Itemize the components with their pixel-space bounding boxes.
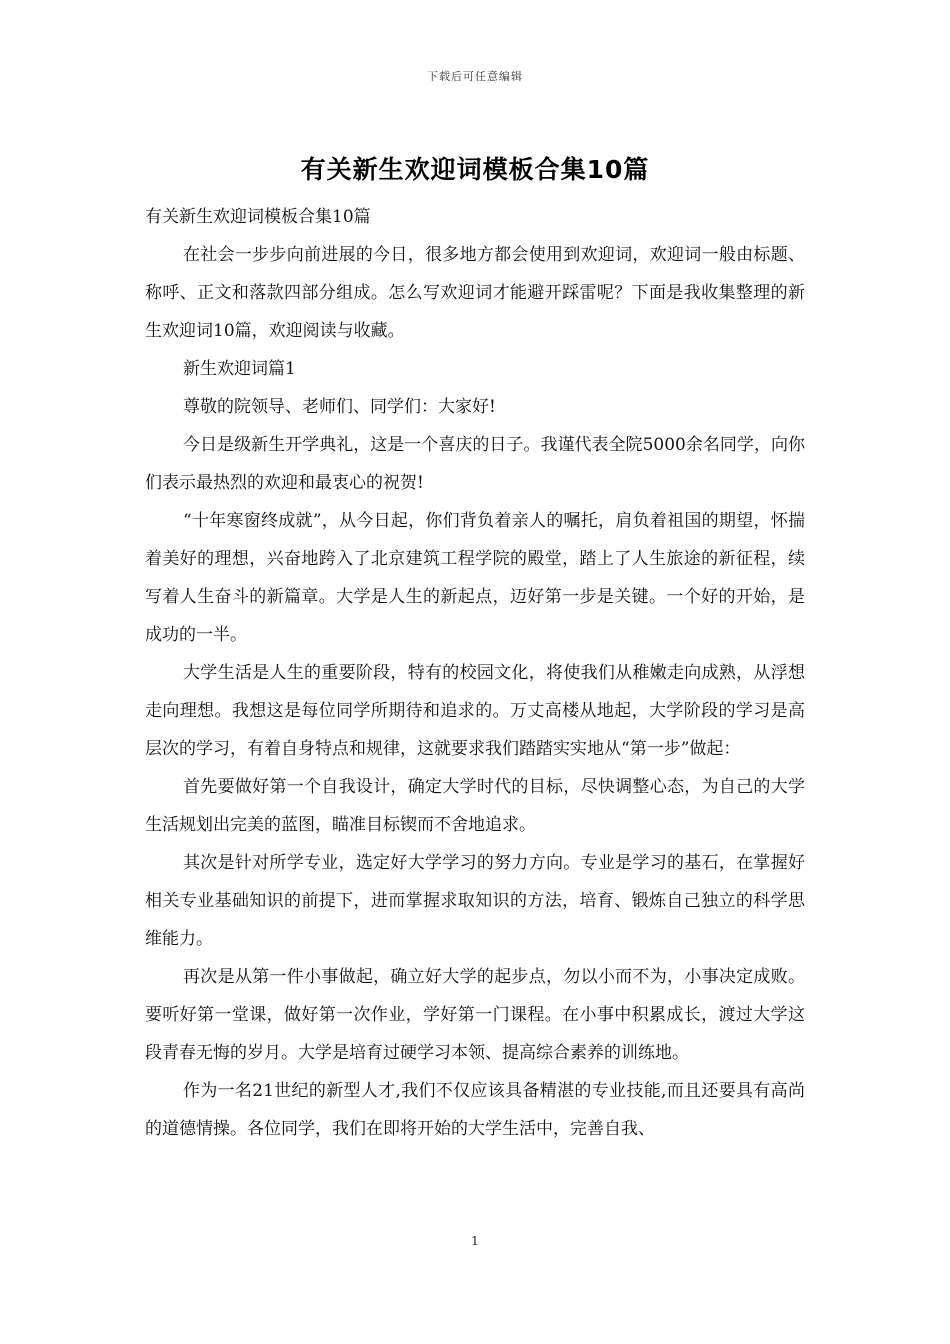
paragraph: 其次是针对所学专业，选定好大学学习的努力方向。专业是学习的基石，在掌握好相关专业基础知识的前提下，进而掌握求取知识的方法，培育、锻炼自己独立的科学思维能力。 [145, 853, 805, 949]
page-number: 1 [471, 1234, 479, 1248]
paragraph: 首先要做好第一个自我设计，确定大学时代的目标，尽快调整心态，为自己的大学生活规划出完美的蓝图，瞄准目标锲而不舍地追求。 [145, 777, 805, 835]
document-title: 有关新生欢迎词模板合集10篇 [300, 155, 650, 184]
document-body [145, 198, 805, 1148]
section-heading: 新生欢迎词篇1 [183, 359, 296, 379]
paragraph: 今日是级新生开学典礼，这是一个喜庆的日子。我谨代表全院5000余名同学，向你们表示最热烈的欢迎和最衷心的祝贺! [145, 435, 805, 493]
paragraph: 再次是从第一件小事做起，确立好大学的起步点，勿以小而不为，小事决定成败。要听好第一堂课，做好第一次作业，学好第一门课程。在小事中积累成长，渡过大学这段青春无悔的岁月。大学是培育过硬学习本领、提高综合素养的训练地。 [145, 967, 805, 1063]
paragraph: 作为一名21世纪的新型人才,我们不仅应该具备精湛的专业技能,而且还要具有高尚的道德情操。各位同学，我们在即将开始的大学生活中，完善自我、 [145, 1081, 805, 1139]
salutation: 尊敬的院领导、老师们、同学们：大家好! [183, 397, 496, 417]
subtitle-line: 有关新生欢迎词模板合集10篇 [145, 207, 371, 227]
header-note: 下载后可任意编辑 [427, 70, 523, 83]
paragraph: “十年寒窗终成就”，从今日起，你们背负着亲人的嘱托，肩负着祖国的期望，怀揣着美好的理想，兴奋地跨入了北京建筑工程学院的殿堂，踏上了人生旅途的新征程，续写着人生奋斗的新篇章。大学是人生的新起点，迈好第一步是关键。一个好的开始，是成功的一半。 [145, 511, 805, 645]
paragraph: 大学生活是人生的重要阶段，特有的校园文化，将使我们从稚嫩走向成熟，从浮想走向理想。我想这是每位同学所期待和追求的。万丈高楼从地起，大学阶段的学习是高层次的学习，有着自身特点和规律，这就要求我们踏踏实实地从“第一步”做起： [145, 663, 805, 759]
paragraph-intro: 在社会一步步向前进展的今日，很多地方都会使用到欢迎词，欢迎词一般由标题、称呼、正文和落款四部分组成。怎么写欢迎词才能避开踩雷呢？下面是我收集整理的新生欢迎词10篇，欢迎阅读与收藏。 [145, 245, 805, 341]
